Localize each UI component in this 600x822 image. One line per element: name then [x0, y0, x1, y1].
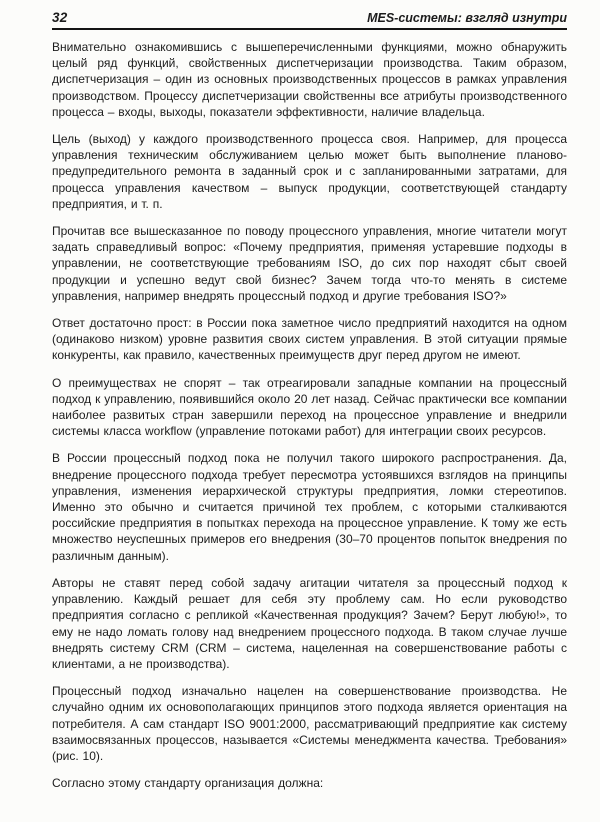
- paragraph-authors-position: Авторы не ставят перед собой задачу агитации читателя за процессный подход к управлению. Каждый решает для себя эту проблему сам. Но если руководство предприятия согласно с репликой «Качественная продукция? Зачем? Берут любую!», то ему не надо ломать голову над внедрением процессного подхода. В таком случае лучше внедрять систему CRM (CRM – система, нацеленная на совершенствование работы с клиентами, а не производства).: [52, 575, 567, 671]
- body-text: [52, 39, 567, 791]
- paragraph-western-companies: О преимуществах не спорят – так отреагировали западные компании на процессный подход к управлению, появившийся около 20 лет назад. Сейчас практически все компании наиболее развитых стран завершили переход на процессное управление и внедрили системы класса workflow (управление потоками работ) для интеграции своих ресурсов.: [52, 375, 567, 439]
- paragraph-russia-process-approach: В России процессный подход пока не получил такого широкого распространения. Да, внедрение процессного подхода требует пересмотра устоявшихся взглядов на принципы управления, изменения иерархической структуры предприятия, ломки стереотипов. Именно это обычно и считается причиной тех проблем, с которыми сталкиваются российские предприятия в попытках перехода на процессное управление. К тому же есть множество неуспешных примеров его внедрения (30–70 процентов попыток внедрения по различным данным).: [52, 451, 567, 563]
- paragraph-dispatching-functions: Внимательно ознакомившись с вышеперечисленными функциями, можно обнаружить целый ряд функций, свойственных диспетчеризации производства. Таким образом, диспетчеризация – один из основных производственных процессов в рамках управления производством. Процессу диспетчеризации свойственны все атрибуты производственного процесса – входы, выходы, показатели эффективности, наличие владельца.: [52, 40, 567, 119]
- page-content: [52, 10, 567, 802]
- running-title: MES-системы: взгляд изнутри: [367, 11, 567, 25]
- paragraph-iso-standard: Процессный подход изначально нацелен на совершенствование производства. Не случайно одним их основополагающих принципов этого подхода является ориентация на потребителя. А сам стандарт ISO 9001:2000, рассматривающий предприятие как систему взаимосвязанных процессов, называется «Системы менеджмента качества. Требования» (рис. 10).: [52, 684, 567, 763]
- paragraph-simple-answer: Ответ достаточно прост: в России пока заметное число предприятий находится на одном (одинаково низком) уровне развития своих систем управления. В этой ситуации прямые конкуренты, как правило, качественных преимуществ друг перед другом не имеют.: [52, 316, 567, 363]
- paragraph-readers-question: Прочитав все вышесказанное по поводу процессного управления, многие читатели могут задать справедливый вопрос: «Почему предприятия, применяя устаревшие подходы в управлении, не соответствующие требованиям ISO, до сих пор находят сбыт своей продукции и успешно ведут свой бизнес? Зачем тогда что-то менять в системе управления, например внедрять процессный подход и другие требования ISO?»: [52, 224, 567, 303]
- page-number: 32: [52, 10, 68, 25]
- page-header: [52, 10, 567, 28]
- paragraph-standard-requirements-intro: Согласно этому стандарту организация должна:: [52, 776, 324, 791]
- header-rule: [52, 28, 567, 30]
- paragraph-process-goal: Цель (выход) у каждого производственного процесса своя. Например, для процесса управления техническим обслуживанием целью может быть выполнение планово-предупредительного ремонта в заданный срок и с запланированными затратами, для процесса управления качеством – выпуск продукции, соответствующей стандарту предприятия, и т. п.: [52, 132, 567, 211]
